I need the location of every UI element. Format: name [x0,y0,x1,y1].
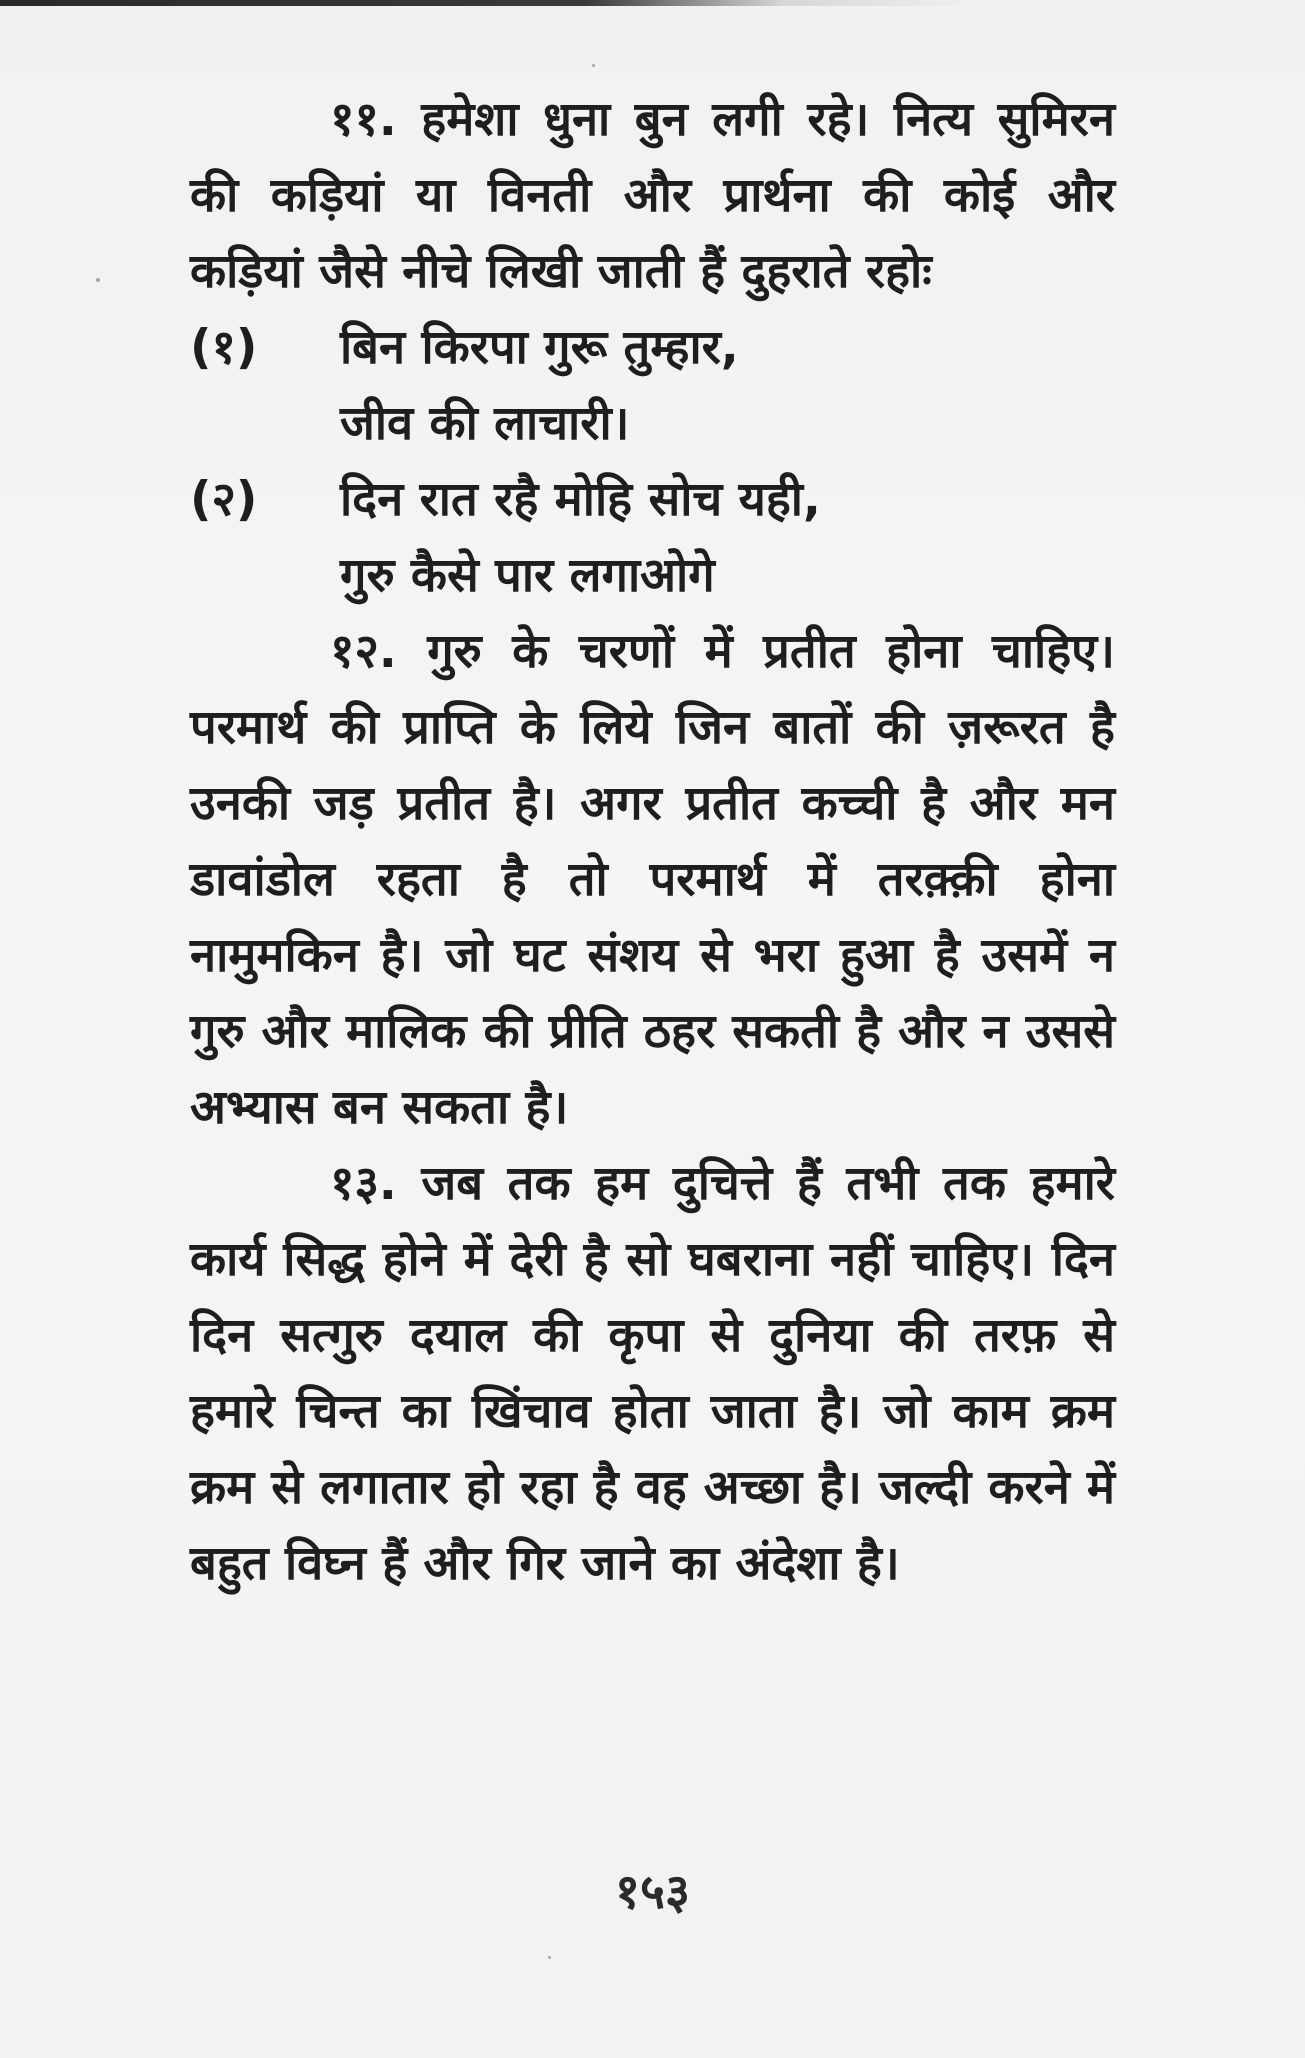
page-top-edge [0,0,1305,6]
verse-1 [190,310,1115,462]
verse-line: जीव की लाचारी। [340,396,630,451]
verse-number: (१) [190,320,258,375]
paper-speck [96,278,100,282]
paragraph-12: १२. गुरु के चरणों में प्रतीत होना चाहिए। परमार्थ की प्राप्ति के लिये जिन बातों की ज़रूरत है उनकी जड़ प्रतीत है। अगर प्रतीत कच्ची है और मन डावांडोल रहता है तो परमार्थ में तरक़्क़ी होना नामुमकिन है। जो घट संशय से भरा हुआ है उसमें न गुरु और मालिक की प्रीति ठहर सकती है और न उससे अभ्यास बन सकता है। [190,624,1115,1135]
page-number: १५३ [615,1864,690,1920]
verse-lines [340,310,1115,462]
verse-number: (२) [190,472,258,527]
verse-line: दिन रात रहै मोहि सोच यही, [340,472,821,527]
paragraph-13: १३. जब तक हम दुचित्ते हैं तभी तक हमारे कार्य सिद्ध होने में देरी है सो घबराना नहीं चाहिए। दिन दिन सत्गुरु दयाल की कृपा से दुनिया की तरफ़ से हमारे चिन्त का खिंचाव होता जाता है। जो काम क्रम क्रम से लगातार हो रहा है वह अच्छा है। जल्दी करने में बहुत विघ्न हैं और गिर जाने का अंदेशा है। [190,1156,1115,1591]
verse-line: गुरु कैसे पार लगाओगे [340,548,715,603]
paper-speck [548,1956,551,1959]
verse-lines [340,462,1115,614]
verse-2 [190,462,1115,614]
page-body [190,82,1115,1602]
paper-speck [592,64,595,67]
paragraph-11: ११. हमेशा धुना बुन लगी रहे। नित्य सुमिरन की कड़ियां या विनती और प्रार्थना की कोई और कड़ियां जैसे नीचे लिखी जाती हैं दुहराते रहोः [190,92,1115,299]
verse-line: बिन किरपा गुरू तुम्हार, [340,320,739,375]
